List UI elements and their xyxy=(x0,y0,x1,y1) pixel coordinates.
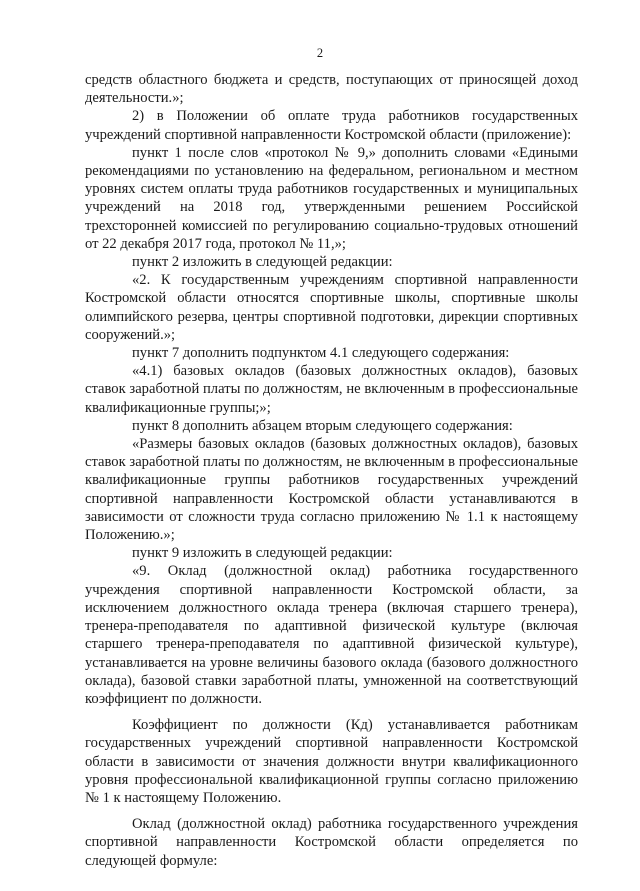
paragraph: «4.1) базовых окладов (базовых должностных окладов), базовых ставок заработной платы по должностям, не включенным в профессиональные квалификационные группы;»; xyxy=(85,363,578,416)
paragraph: «9. Оклад (должностной оклад) работника государственного учреждения спортивной направленности Костромской области, за исключением должностного оклада тренера (включая старшего тренера), тренера-преподавателя по адаптивной физической культуре (включая старшего тренера-преподавателя по адаптивной физической культуре), устанавливается на уровне величины базового оклада (базового должностного оклада), базовой ставки заработной платы, умноженной на соответствующий коэффициент по должности. xyxy=(85,563,578,707)
paragraph: «2. К государственным учреждениям спортивной направленности Костромской области относятся спортивные школы, спортивные школы олимпийского резерва, центры спортивной подготовки, дирекции спортивных сооружений.»; xyxy=(85,272,578,343)
paragraph: пункт 1 после слов «протокол № 9,» дополнить словами «Едиными рекомендациями по установлению на федеральном, региональном и местном уровнях систем оплаты труда работников государственных и муниципальных учреждений на 2018 год, утвержденными решением Российской трехсторонней комиссией по регулированию социально-трудовых отношений от 22 декабря 2017 года, протокол № 11,»; xyxy=(85,144,578,252)
paragraph: «Размеры базовых окладов (базовых должностных окладов), базовых ставок заработной платы по должностям, не включенным в профессиональные квалификационные группы работников государственных учреждений спортивной направленности Костромской области устанавливаются в зависимости от сложности труда согласно приложению № 1.1 к настоящему Положению.»; xyxy=(85,436,578,544)
document-body xyxy=(85,71,578,870)
paragraph: пункт 9 изложить в следующей редакции: xyxy=(132,545,393,562)
paragraph: пункт 2 изложить в следующей редакции: xyxy=(132,254,393,271)
paragraph: средств областного бюджета и средств, поступающих от приносящей доход деятельности.»; xyxy=(85,72,578,107)
page-number: 2 xyxy=(316,46,324,60)
paragraph: пункт 7 дополнить подпунктом 4.1 следующего содержания: xyxy=(132,345,510,362)
paragraph: Оклад (должностной оклад) работника государственного учреждения спортивной направленности Костромской области определяется по следующей формуле: xyxy=(85,816,578,869)
paragraph: 2) в Положении об оплате труда работников государственных учреждений спортивной направленности Костромской области (приложение): xyxy=(85,108,578,143)
paragraph: пункт 8 дополнить абзацем вторым следующего содержания: xyxy=(132,417,513,434)
paragraph: Коэффициент по должности (Кд) устанавливается работникам государственных учреждений спортивной направленности Костромской области в зависимости от значения должности внутри квалификационного уровня профессиональной квалификационной группы согласно приложению № 1 к настоящему Положению. xyxy=(85,717,578,806)
